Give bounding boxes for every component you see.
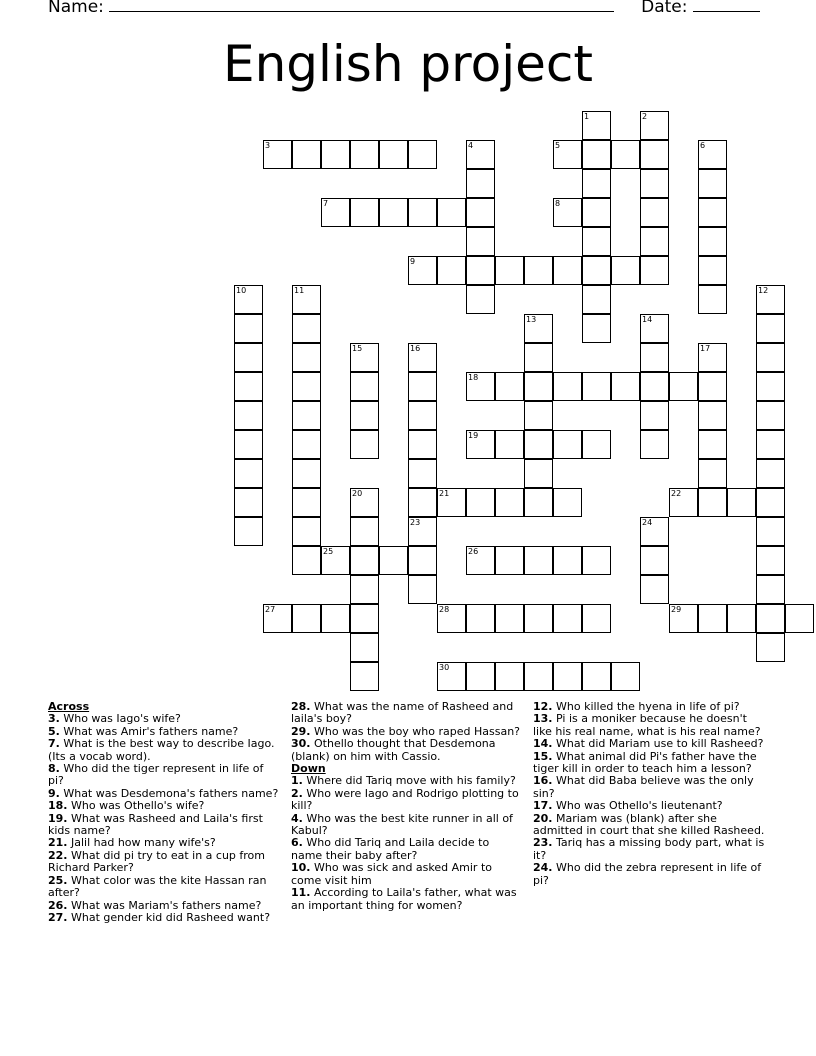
clue-text: What did Mariam use to kill Rasheed? bbox=[552, 737, 764, 751]
clue bbox=[48, 875, 280, 900]
grid-cell[interactable] bbox=[756, 372, 785, 401]
grid-cell[interactable] bbox=[408, 140, 437, 169]
clue-number: 24. bbox=[533, 861, 553, 875]
grid-cell[interactable] bbox=[582, 314, 611, 343]
grid-cell[interactable] bbox=[466, 140, 495, 169]
grid-cell[interactable] bbox=[466, 169, 495, 198]
clue bbox=[291, 788, 523, 813]
clue bbox=[533, 775, 765, 800]
clue-number: 12. bbox=[533, 700, 553, 713]
grid-cell[interactable] bbox=[640, 256, 669, 285]
grid-cell[interactable] bbox=[524, 256, 553, 285]
clue-number: 6 bbox=[700, 141, 706, 150]
clue-number: 11 bbox=[294, 286, 305, 295]
grid-cell[interactable] bbox=[698, 372, 727, 401]
page-title: English project bbox=[223, 35, 593, 93]
clue-number: 18 bbox=[468, 373, 479, 382]
grid-cell[interactable] bbox=[640, 372, 669, 401]
clue-number: 1. bbox=[291, 774, 303, 788]
grid-cell[interactable] bbox=[756, 459, 785, 488]
clue-text: What gender kid did Rasheed want? bbox=[67, 910, 271, 924]
across-clue-list-cont bbox=[291, 701, 523, 763]
name-label: Name: bbox=[48, 0, 104, 17]
grid-cell[interactable] bbox=[292, 140, 321, 169]
clue bbox=[48, 813, 280, 838]
grid-cell[interactable] bbox=[292, 430, 321, 459]
grid-cell[interactable] bbox=[234, 459, 263, 488]
grid-cell[interactable] bbox=[727, 604, 756, 633]
clue-text: Mariam was (blank) after she admitted in court that she killed Rasheed. bbox=[533, 811, 765, 838]
grid-cell[interactable] bbox=[524, 401, 553, 430]
clue-text: Where did Tariq move with his family? bbox=[302, 774, 516, 788]
clue-number: 15 bbox=[352, 344, 363, 353]
clue-number: 5. bbox=[48, 724, 60, 738]
grid-cell[interactable] bbox=[350, 604, 379, 633]
grid-cell[interactable] bbox=[524, 343, 553, 372]
grid-cell[interactable] bbox=[756, 517, 785, 546]
grid-cell[interactable] bbox=[582, 140, 611, 169]
grid-cell[interactable] bbox=[466, 546, 495, 575]
grid-cell[interactable] bbox=[640, 111, 669, 140]
clue-number: 9 bbox=[410, 257, 416, 266]
grid-cell[interactable] bbox=[408, 343, 437, 372]
clue-number: 4 bbox=[468, 141, 474, 150]
clue bbox=[291, 862, 523, 887]
clue-number: 1 bbox=[584, 112, 590, 121]
grid-cell[interactable] bbox=[495, 604, 524, 633]
clue-number: 2. bbox=[291, 786, 303, 800]
grid-cell[interactable] bbox=[292, 401, 321, 430]
grid-cell[interactable] bbox=[408, 575, 437, 604]
grid-cell[interactable] bbox=[582, 227, 611, 256]
grid-cell[interactable] bbox=[350, 140, 379, 169]
across-clue-list bbox=[48, 713, 280, 924]
clue-number: 7. bbox=[48, 737, 60, 751]
grid-cell[interactable] bbox=[350, 662, 379, 691]
grid-cell[interactable] bbox=[350, 488, 379, 517]
grid-cell[interactable] bbox=[437, 662, 466, 691]
clue-number: 27 bbox=[265, 605, 276, 614]
clue-number: 11. bbox=[291, 886, 311, 900]
grid-cell[interactable] bbox=[408, 459, 437, 488]
grid-cell[interactable] bbox=[379, 198, 408, 227]
clue bbox=[48, 738, 280, 763]
grid-cell[interactable] bbox=[408, 401, 437, 430]
grid-cell[interactable] bbox=[292, 604, 321, 633]
grid-cell[interactable] bbox=[321, 546, 350, 575]
grid-cell[interactable] bbox=[756, 546, 785, 575]
clue-number: 26 bbox=[468, 547, 479, 556]
grid-cell[interactable] bbox=[582, 546, 611, 575]
clue-number: 4. bbox=[291, 811, 303, 825]
clue-number: 25. bbox=[48, 873, 68, 887]
grid-cell[interactable] bbox=[611, 256, 640, 285]
clue-number: 29. bbox=[291, 724, 311, 738]
clue-text: Who was the best kite runner in all of Kabul? bbox=[291, 811, 513, 838]
grid-cell[interactable] bbox=[582, 285, 611, 314]
grid-cell[interactable] bbox=[727, 488, 756, 517]
clue bbox=[533, 813, 765, 838]
grid-cell[interactable] bbox=[321, 140, 350, 169]
grid-cell[interactable] bbox=[234, 314, 263, 343]
clue-text: What was Amir's fathers name? bbox=[59, 724, 239, 738]
clue-text: What animal did Pi's father have the tiger kill in order to teach him a lesson? bbox=[533, 749, 757, 776]
clue bbox=[291, 738, 523, 763]
clue-number: 6. bbox=[291, 836, 303, 850]
clue-text: Who was Othello's lieutenant? bbox=[552, 799, 723, 813]
grid-cell[interactable] bbox=[698, 140, 727, 169]
grid-cell[interactable] bbox=[379, 140, 408, 169]
clue bbox=[291, 887, 523, 912]
grid-cell[interactable] bbox=[698, 169, 727, 198]
grid-cell[interactable] bbox=[379, 546, 408, 575]
grid-cell[interactable] bbox=[756, 430, 785, 459]
grid-cell[interactable] bbox=[408, 488, 437, 517]
clue-text: What did pi try to eat in a cup from Richard Parker? bbox=[48, 848, 266, 875]
clue-number: 3 bbox=[265, 141, 271, 150]
grid-cell[interactable] bbox=[640, 314, 669, 343]
clue-number: 23. bbox=[533, 836, 553, 850]
clue bbox=[48, 763, 280, 788]
clue bbox=[533, 837, 765, 862]
clue-number: 19 bbox=[468, 431, 479, 440]
grid-cell[interactable] bbox=[640, 140, 669, 169]
clue-number: 8 bbox=[555, 199, 561, 208]
grid-cell[interactable] bbox=[698, 343, 727, 372]
grid-cell[interactable] bbox=[698, 227, 727, 256]
grid-cell[interactable] bbox=[553, 372, 582, 401]
grid-cell[interactable] bbox=[350, 198, 379, 227]
grid-cell[interactable] bbox=[524, 459, 553, 488]
grid-cell[interactable] bbox=[263, 604, 292, 633]
grid-cell[interactable] bbox=[350, 430, 379, 459]
grid-cell[interactable] bbox=[234, 401, 263, 430]
grid-cell[interactable] bbox=[524, 488, 553, 517]
grid-cell[interactable] bbox=[611, 140, 640, 169]
clue-number: 23 bbox=[410, 518, 421, 527]
grid-cell[interactable] bbox=[408, 198, 437, 227]
clue-column-3 bbox=[533, 701, 765, 887]
grid-cell[interactable] bbox=[698, 488, 727, 517]
grid-cell[interactable] bbox=[553, 662, 582, 691]
grid-cell[interactable] bbox=[524, 662, 553, 691]
clue-number: 19. bbox=[48, 811, 68, 825]
grid-cell[interactable] bbox=[553, 140, 582, 169]
grid-cell[interactable] bbox=[698, 430, 727, 459]
grid-cell[interactable] bbox=[495, 256, 524, 285]
grid-cell[interactable] bbox=[234, 430, 263, 459]
grid-cell[interactable] bbox=[292, 343, 321, 372]
grid-cell[interactable] bbox=[408, 256, 437, 285]
clue-number: 12 bbox=[758, 286, 769, 295]
grid-cell[interactable] bbox=[263, 140, 292, 169]
grid-cell[interactable] bbox=[234, 343, 263, 372]
across-heading: Across bbox=[48, 700, 90, 713]
grid-cell[interactable] bbox=[292, 459, 321, 488]
grid-cell[interactable] bbox=[292, 517, 321, 546]
grid-cell[interactable] bbox=[698, 604, 727, 633]
grid-cell[interactable] bbox=[350, 401, 379, 430]
grid-cell[interactable] bbox=[640, 575, 669, 604]
clue-number: 28 bbox=[439, 605, 450, 614]
grid-cell[interactable] bbox=[495, 372, 524, 401]
grid-cell[interactable] bbox=[466, 256, 495, 285]
grid-cell[interactable] bbox=[466, 285, 495, 314]
grid-cell[interactable] bbox=[495, 488, 524, 517]
grid-cell[interactable] bbox=[437, 198, 466, 227]
clue-number: 21. bbox=[48, 836, 68, 850]
grid-cell[interactable] bbox=[756, 314, 785, 343]
grid-cell[interactable] bbox=[524, 604, 553, 633]
clue bbox=[533, 862, 765, 887]
clue-number: 18. bbox=[48, 799, 68, 813]
grid-cell[interactable] bbox=[350, 546, 379, 575]
clue bbox=[48, 912, 280, 924]
clue-number: 13. bbox=[533, 712, 553, 726]
clue-number: 9. bbox=[48, 786, 60, 800]
grid-cell[interactable] bbox=[582, 372, 611, 401]
grid-cell[interactable] bbox=[437, 256, 466, 285]
clue-text: What color was the kite Hassan ran after? bbox=[48, 873, 267, 900]
clue-column-1 bbox=[48, 701, 280, 924]
grid-cell[interactable] bbox=[756, 633, 785, 662]
clue-number: 10 bbox=[236, 286, 247, 295]
grid-cell[interactable] bbox=[292, 372, 321, 401]
clue-text: What was Mariam's fathers name? bbox=[67, 898, 262, 912]
grid-cell[interactable] bbox=[350, 575, 379, 604]
clue-number: 20 bbox=[352, 489, 363, 498]
grid-cell[interactable] bbox=[640, 430, 669, 459]
grid-cell[interactable] bbox=[640, 169, 669, 198]
grid-cell[interactable] bbox=[669, 604, 698, 633]
clue bbox=[533, 751, 765, 776]
grid-cell[interactable] bbox=[553, 256, 582, 285]
grid-cell[interactable] bbox=[466, 198, 495, 227]
grid-cell[interactable] bbox=[611, 662, 640, 691]
grid-cell[interactable] bbox=[640, 401, 669, 430]
clue-number: 14 bbox=[642, 315, 653, 324]
clue bbox=[533, 713, 765, 738]
clue-text: Who did the zebra represent in life of pi? bbox=[533, 861, 762, 887]
grid-cell[interactable] bbox=[582, 430, 611, 459]
clue-text: According to Laila's father, what was an important thing for women? bbox=[291, 886, 517, 912]
grid-cell[interactable] bbox=[234, 517, 263, 546]
clue bbox=[291, 813, 523, 838]
clue-text: What was the name of Rasheed and laila's boy? bbox=[291, 700, 514, 726]
clue-number: 13 bbox=[526, 315, 537, 324]
grid-cell[interactable] bbox=[582, 198, 611, 227]
clue-text: What was Desdemona's fathers name? bbox=[59, 786, 279, 800]
clue-text: Who was Othello's wife? bbox=[67, 799, 205, 813]
grid-cell[interactable] bbox=[350, 372, 379, 401]
clue bbox=[291, 837, 523, 862]
clue-number: 14. bbox=[533, 737, 553, 751]
grid-cell[interactable] bbox=[553, 604, 582, 633]
grid-cell[interactable] bbox=[756, 401, 785, 430]
grid-cell[interactable] bbox=[640, 343, 669, 372]
clue-number: 20. bbox=[533, 811, 553, 825]
grid-cell[interactable] bbox=[640, 227, 669, 256]
clue-text: Who was the boy who raped Hassan? bbox=[310, 724, 521, 738]
grid-cell[interactable] bbox=[582, 604, 611, 633]
grid-cell[interactable] bbox=[408, 546, 437, 575]
clue-number: 28. bbox=[291, 700, 311, 713]
grid-cell[interactable] bbox=[292, 488, 321, 517]
clue-text: What did Baba believe was the only sin? bbox=[533, 774, 754, 800]
clue-text: Tariq has a missing body part, what is it? bbox=[533, 836, 765, 862]
clue-text: Who was sick and asked Amir to come visit him bbox=[291, 861, 492, 887]
clue bbox=[48, 850, 280, 875]
grid-cell[interactable] bbox=[582, 169, 611, 198]
grid-cell[interactable] bbox=[553, 198, 582, 227]
clue-number: 24 bbox=[642, 518, 653, 527]
grid-cell[interactable] bbox=[640, 198, 669, 227]
grid-cell[interactable] bbox=[350, 633, 379, 662]
grid-cell[interactable] bbox=[437, 488, 466, 517]
grid-cell[interactable] bbox=[466, 604, 495, 633]
clue-number: 21 bbox=[439, 489, 450, 498]
clue-number: 8. bbox=[48, 762, 60, 776]
grid-cell[interactable] bbox=[756, 488, 785, 517]
clue-number: 10. bbox=[291, 861, 311, 875]
clue-number: 16 bbox=[410, 344, 421, 353]
grid-cell[interactable] bbox=[321, 198, 350, 227]
grid-cell[interactable] bbox=[524, 430, 553, 459]
clue-number: 26. bbox=[48, 898, 68, 912]
down-clue-list bbox=[291, 775, 523, 911]
grid-cell[interactable] bbox=[582, 662, 611, 691]
grid-cell[interactable] bbox=[524, 314, 553, 343]
grid-cell[interactable] bbox=[408, 430, 437, 459]
grid-cell[interactable] bbox=[698, 459, 727, 488]
grid-cell[interactable] bbox=[582, 256, 611, 285]
clue-text: Othello thought that Desdemona (blank) on him with Cassio. bbox=[291, 737, 496, 763]
grid-cell[interactable] bbox=[698, 401, 727, 430]
clue-number: 29 bbox=[671, 605, 682, 614]
clue-number: 16. bbox=[533, 774, 553, 788]
clue-number: 30 bbox=[439, 663, 450, 672]
clue-number: 7 bbox=[323, 199, 329, 208]
grid-cell[interactable] bbox=[408, 517, 437, 546]
grid-cell[interactable] bbox=[553, 488, 582, 517]
clue bbox=[291, 701, 523, 726]
grid-cell[interactable] bbox=[524, 546, 553, 575]
clue-number: 22 bbox=[671, 489, 682, 498]
clue-text: Pi is a moniker because he doesn't like his real name, what is his real name? bbox=[533, 712, 761, 738]
grid-cell[interactable] bbox=[611, 372, 640, 401]
grid-cell[interactable] bbox=[495, 662, 524, 691]
clue-number: 17 bbox=[700, 344, 711, 353]
grid-cell[interactable] bbox=[292, 314, 321, 343]
grid-cell[interactable] bbox=[756, 285, 785, 314]
grid-cell[interactable] bbox=[756, 604, 785, 633]
clue-number: 15. bbox=[533, 749, 553, 763]
grid-cell[interactable] bbox=[553, 430, 582, 459]
clue-number: 17. bbox=[533, 799, 553, 813]
grid-cell[interactable] bbox=[495, 546, 524, 575]
grid-cell[interactable] bbox=[234, 488, 263, 517]
clue-text: Who was Iago's wife? bbox=[59, 712, 181, 726]
clue-number: 2 bbox=[642, 112, 648, 121]
grid-cell[interactable] bbox=[698, 198, 727, 227]
grid-cell[interactable] bbox=[495, 430, 524, 459]
grid-cell[interactable] bbox=[524, 372, 553, 401]
grid-cell[interactable] bbox=[640, 546, 669, 575]
grid-cell[interactable] bbox=[756, 575, 785, 604]
grid-cell[interactable] bbox=[466, 488, 495, 517]
grid-cell[interactable] bbox=[582, 111, 611, 140]
clue-number: 25 bbox=[323, 547, 334, 556]
grid-cell[interactable] bbox=[756, 343, 785, 372]
grid-cell[interactable] bbox=[698, 285, 727, 314]
clue-text: Who did the tiger represent in life of pi? bbox=[48, 762, 264, 788]
clue-number: 27. bbox=[48, 910, 68, 924]
grid-cell[interactable] bbox=[669, 488, 698, 517]
grid-cell[interactable] bbox=[408, 372, 437, 401]
grid-cell[interactable] bbox=[669, 372, 698, 401]
clue-text: What is the best way to describe Iago.(Its a vocab word). bbox=[48, 737, 275, 763]
clue-text: What was Rasheed and Laila's first kids name? bbox=[48, 811, 263, 838]
clue-text: Who killed the hyena in life of pi? bbox=[552, 700, 740, 713]
down-clue-list-cont bbox=[533, 701, 765, 887]
grid-cell[interactable] bbox=[350, 517, 379, 546]
clue-number: 5 bbox=[555, 141, 561, 150]
grid-cell[interactable] bbox=[321, 604, 350, 633]
clue-column-2 bbox=[291, 701, 523, 912]
grid-cell[interactable] bbox=[640, 517, 669, 546]
clue-number: 22. bbox=[48, 848, 68, 862]
grid-cell[interactable] bbox=[437, 604, 466, 633]
grid-cell[interactable] bbox=[698, 256, 727, 285]
date-label: Date: bbox=[641, 0, 688, 17]
clue-text: Who did Tariq and Laila decide to name their baby after? bbox=[291, 836, 490, 862]
grid-cell[interactable] bbox=[350, 343, 379, 372]
grid-cell[interactable] bbox=[466, 430, 495, 459]
grid-cell[interactable] bbox=[466, 662, 495, 691]
clue-text: Jalil had how many wife's? bbox=[67, 836, 216, 850]
grid-cell[interactable] bbox=[292, 285, 321, 314]
grid-cell[interactable] bbox=[234, 372, 263, 401]
grid-cell[interactable] bbox=[553, 546, 582, 575]
down-heading: Down bbox=[291, 762, 326, 776]
clue-number: 30. bbox=[291, 737, 311, 751]
grid-cell[interactable] bbox=[785, 604, 814, 633]
grid-cell[interactable] bbox=[292, 546, 321, 575]
grid-cell[interactable] bbox=[466, 227, 495, 256]
clue-text: Who were Iago and Rodrigo plotting to kill? bbox=[291, 786, 519, 813]
clue-number: 3. bbox=[48, 712, 60, 726]
grid-cell[interactable] bbox=[234, 285, 263, 314]
grid-cell[interactable] bbox=[466, 372, 495, 401]
